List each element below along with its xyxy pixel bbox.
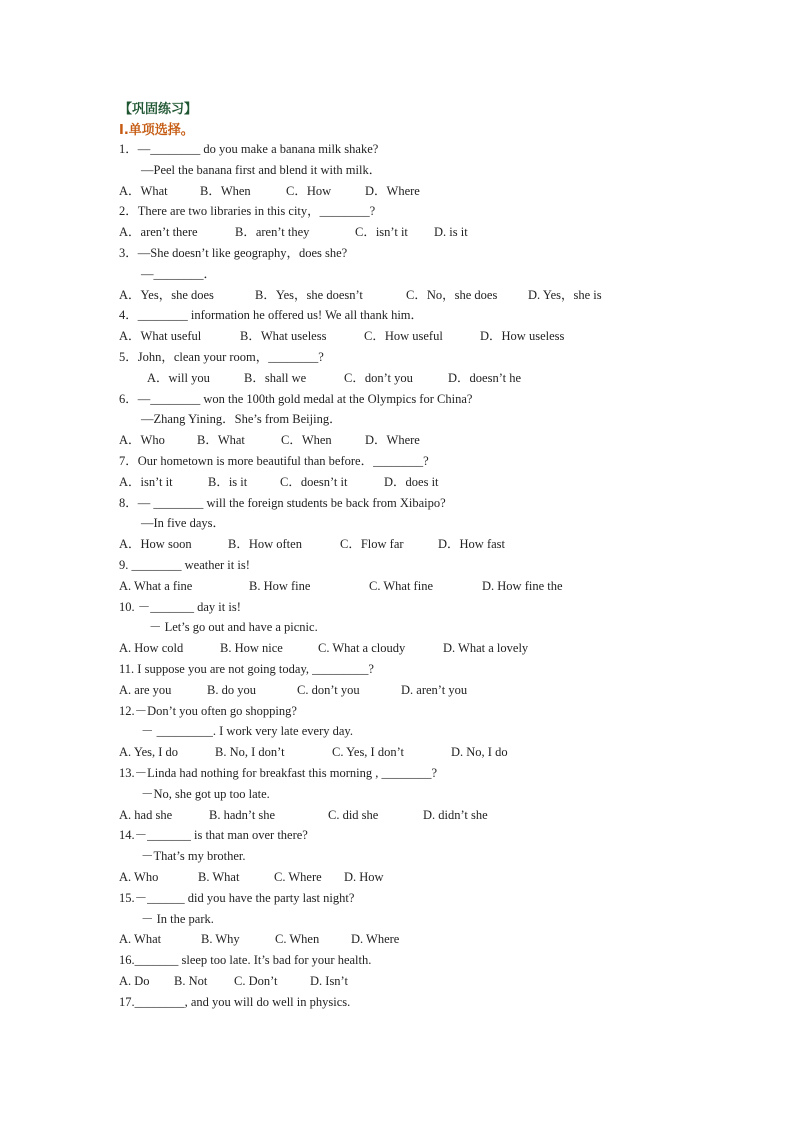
question-text: 13.－Linda had nothing for breakfast this morning , ________? (119, 766, 437, 780)
answer-option: B. Why (201, 932, 240, 947)
answer-option: C. What fine (369, 578, 433, 593)
answer-option: B．When (200, 183, 251, 198)
answer-option: B．What useless (240, 329, 327, 344)
answer-options (0, 805, 794, 826)
answer-option: A．What (119, 183, 168, 198)
answer-option: B. What (198, 870, 240, 884)
answer-option: D．does it (384, 474, 439, 489)
answer-option: A．What useful (119, 329, 202, 344)
answer-option: D. Isn’t (310, 974, 348, 988)
question-text: 2．There are two libraries in this city，________? (119, 204, 376, 219)
answer-option: B．is it (208, 474, 248, 489)
question-text: － Let’s go out and have a picnic. (149, 620, 318, 635)
answer-options (0, 971, 794, 992)
question-text: 4．________ information he offered us! We all thank him． (119, 308, 424, 323)
question-text: —In five days． (141, 516, 226, 531)
answer-options (0, 534, 794, 555)
question-text: －No, she got up too late. (141, 786, 270, 801)
answer-option: C．don’t you (344, 370, 413, 385)
answer-option: B．Yes，she doesn’t (255, 287, 363, 302)
answer-option: A．will you (147, 370, 210, 385)
answer-option: C. don’t you (297, 682, 360, 697)
answer-option: A. Yes, I do (119, 745, 179, 760)
answer-options (0, 680, 794, 701)
answer-option: C．When (281, 433, 332, 448)
answer-option: C．doesn’t it (280, 474, 348, 489)
answer-option: A. Who (119, 870, 159, 884)
answer-option: A．How soon (119, 537, 192, 552)
answer-option: C. When (275, 932, 320, 947)
question-text: 8．— ________ will the foreign students be back from Xibaipo? (119, 495, 446, 510)
question-text: 12.－Don’t you often go shopping? (119, 703, 297, 718)
answer-options (0, 638, 794, 659)
answer-option: D. How fine the (482, 578, 563, 593)
question-text: 14.－_______ is that man over there? (119, 828, 308, 843)
answer-option: A. What a fine (119, 578, 193, 593)
answer-options (0, 326, 794, 347)
answer-option: B. Not (174, 974, 208, 988)
question-text: 7．Our hometown is more beautiful than before．________? (119, 454, 429, 468)
answer-option: D. How (344, 870, 384, 884)
answer-option: C. What a cloudy (318, 641, 406, 656)
answer-option: C．No，she does (406, 287, 498, 302)
answer-option: D．How fast (438, 537, 506, 552)
answer-option: B. How nice (220, 641, 283, 656)
question-text: 5．John，clean your room，________? (119, 350, 324, 364)
question-text: 1．—________ do you make a banana milk shake? (119, 142, 379, 156)
answer-option: C. Yes, I don’t (332, 745, 405, 760)
answer-option: C．Flow far (340, 537, 404, 552)
answer-option: B. No, I don’t (215, 745, 285, 760)
question-text: —Zhang Yining．She’s from Beijing． (141, 412, 342, 427)
answer-options (0, 576, 794, 597)
answer-option: C．isn’t it (355, 225, 408, 240)
answer-option: B. hadn’t she (209, 807, 276, 822)
question-text: －That’s my brother. (141, 849, 246, 864)
question-text: － In the park. (141, 911, 214, 926)
question-text: 17.________, and you will do well in physics. (119, 994, 351, 1009)
answer-option: A．Who (119, 433, 165, 448)
answer-option: C. Where (274, 870, 322, 884)
answer-options (0, 472, 794, 493)
answer-options (0, 867, 794, 888)
answer-option: D. didn’t she (423, 807, 488, 822)
answer-options (0, 181, 794, 202)
answer-option: D．How useless (480, 329, 565, 344)
answer-option: B．shall we (244, 370, 307, 385)
question-text: 3．—She doesn’t like geography，does she? (119, 246, 348, 260)
answer-option: B．aren’t they (235, 225, 310, 240)
part-title: I.单项选择。 (119, 123, 194, 138)
answer-option: D．Where (365, 433, 420, 448)
question-text: 10. －_______ day it is! (119, 599, 241, 614)
question-text: 11. I suppose you are not going today, _________? (119, 662, 374, 676)
answer-option: B．What (197, 433, 245, 448)
answer-option: C. Don’t (234, 974, 278, 988)
answer-options (0, 222, 794, 243)
question-text: 15.－______ did you have the party last night? (119, 890, 355, 905)
answer-option: B. How fine (249, 578, 311, 593)
question-text: 16._______ sleep too late. It’s bad for your health. (119, 953, 372, 968)
answer-option: D. Yes，she is (528, 287, 602, 302)
answer-option: D．doesn’t he (448, 370, 522, 385)
answer-option: D. aren’t you (401, 682, 468, 697)
answer-option: C．How (286, 183, 332, 198)
answer-option: A. had she (119, 807, 173, 822)
answer-option: D. is it (434, 225, 468, 240)
answer-option: B．How often (228, 537, 302, 552)
question-text: —Peel the banana first and blend it with milk． (141, 162, 382, 177)
answer-option: D. No, I do (451, 745, 508, 760)
question-text: 6．—________ won the 100th gold medal at the Olympics for China? (119, 391, 473, 406)
answer-option: D. What a lovely (443, 641, 529, 656)
answer-option: A．isn’t it (119, 474, 173, 489)
answer-option: A．aren’t there (119, 225, 198, 240)
answer-option: B. do you (207, 682, 256, 697)
question-text: —________． (141, 266, 217, 281)
answer-option: A. How cold (119, 641, 184, 656)
answer-option: C. did she (328, 807, 379, 822)
answer-option: A．Yes，she does (119, 287, 214, 302)
answer-option: A. Do (119, 974, 150, 988)
answer-option: A. What (119, 932, 162, 947)
question-text: 9. ________ weather it is! (119, 558, 250, 572)
answer-option: A. are you (119, 682, 172, 697)
answer-options (0, 285, 794, 306)
answer-options (0, 742, 794, 763)
answer-option: D. Where (351, 932, 400, 947)
answer-options (0, 430, 794, 451)
answer-option: D．Where (365, 183, 420, 198)
answer-options (0, 368, 794, 389)
answer-options (0, 929, 794, 950)
answer-option: C．How useful (364, 329, 443, 344)
question-text: － _________. I work very late every day. (141, 724, 353, 739)
section-title: 【巩固练习】 (119, 102, 198, 117)
